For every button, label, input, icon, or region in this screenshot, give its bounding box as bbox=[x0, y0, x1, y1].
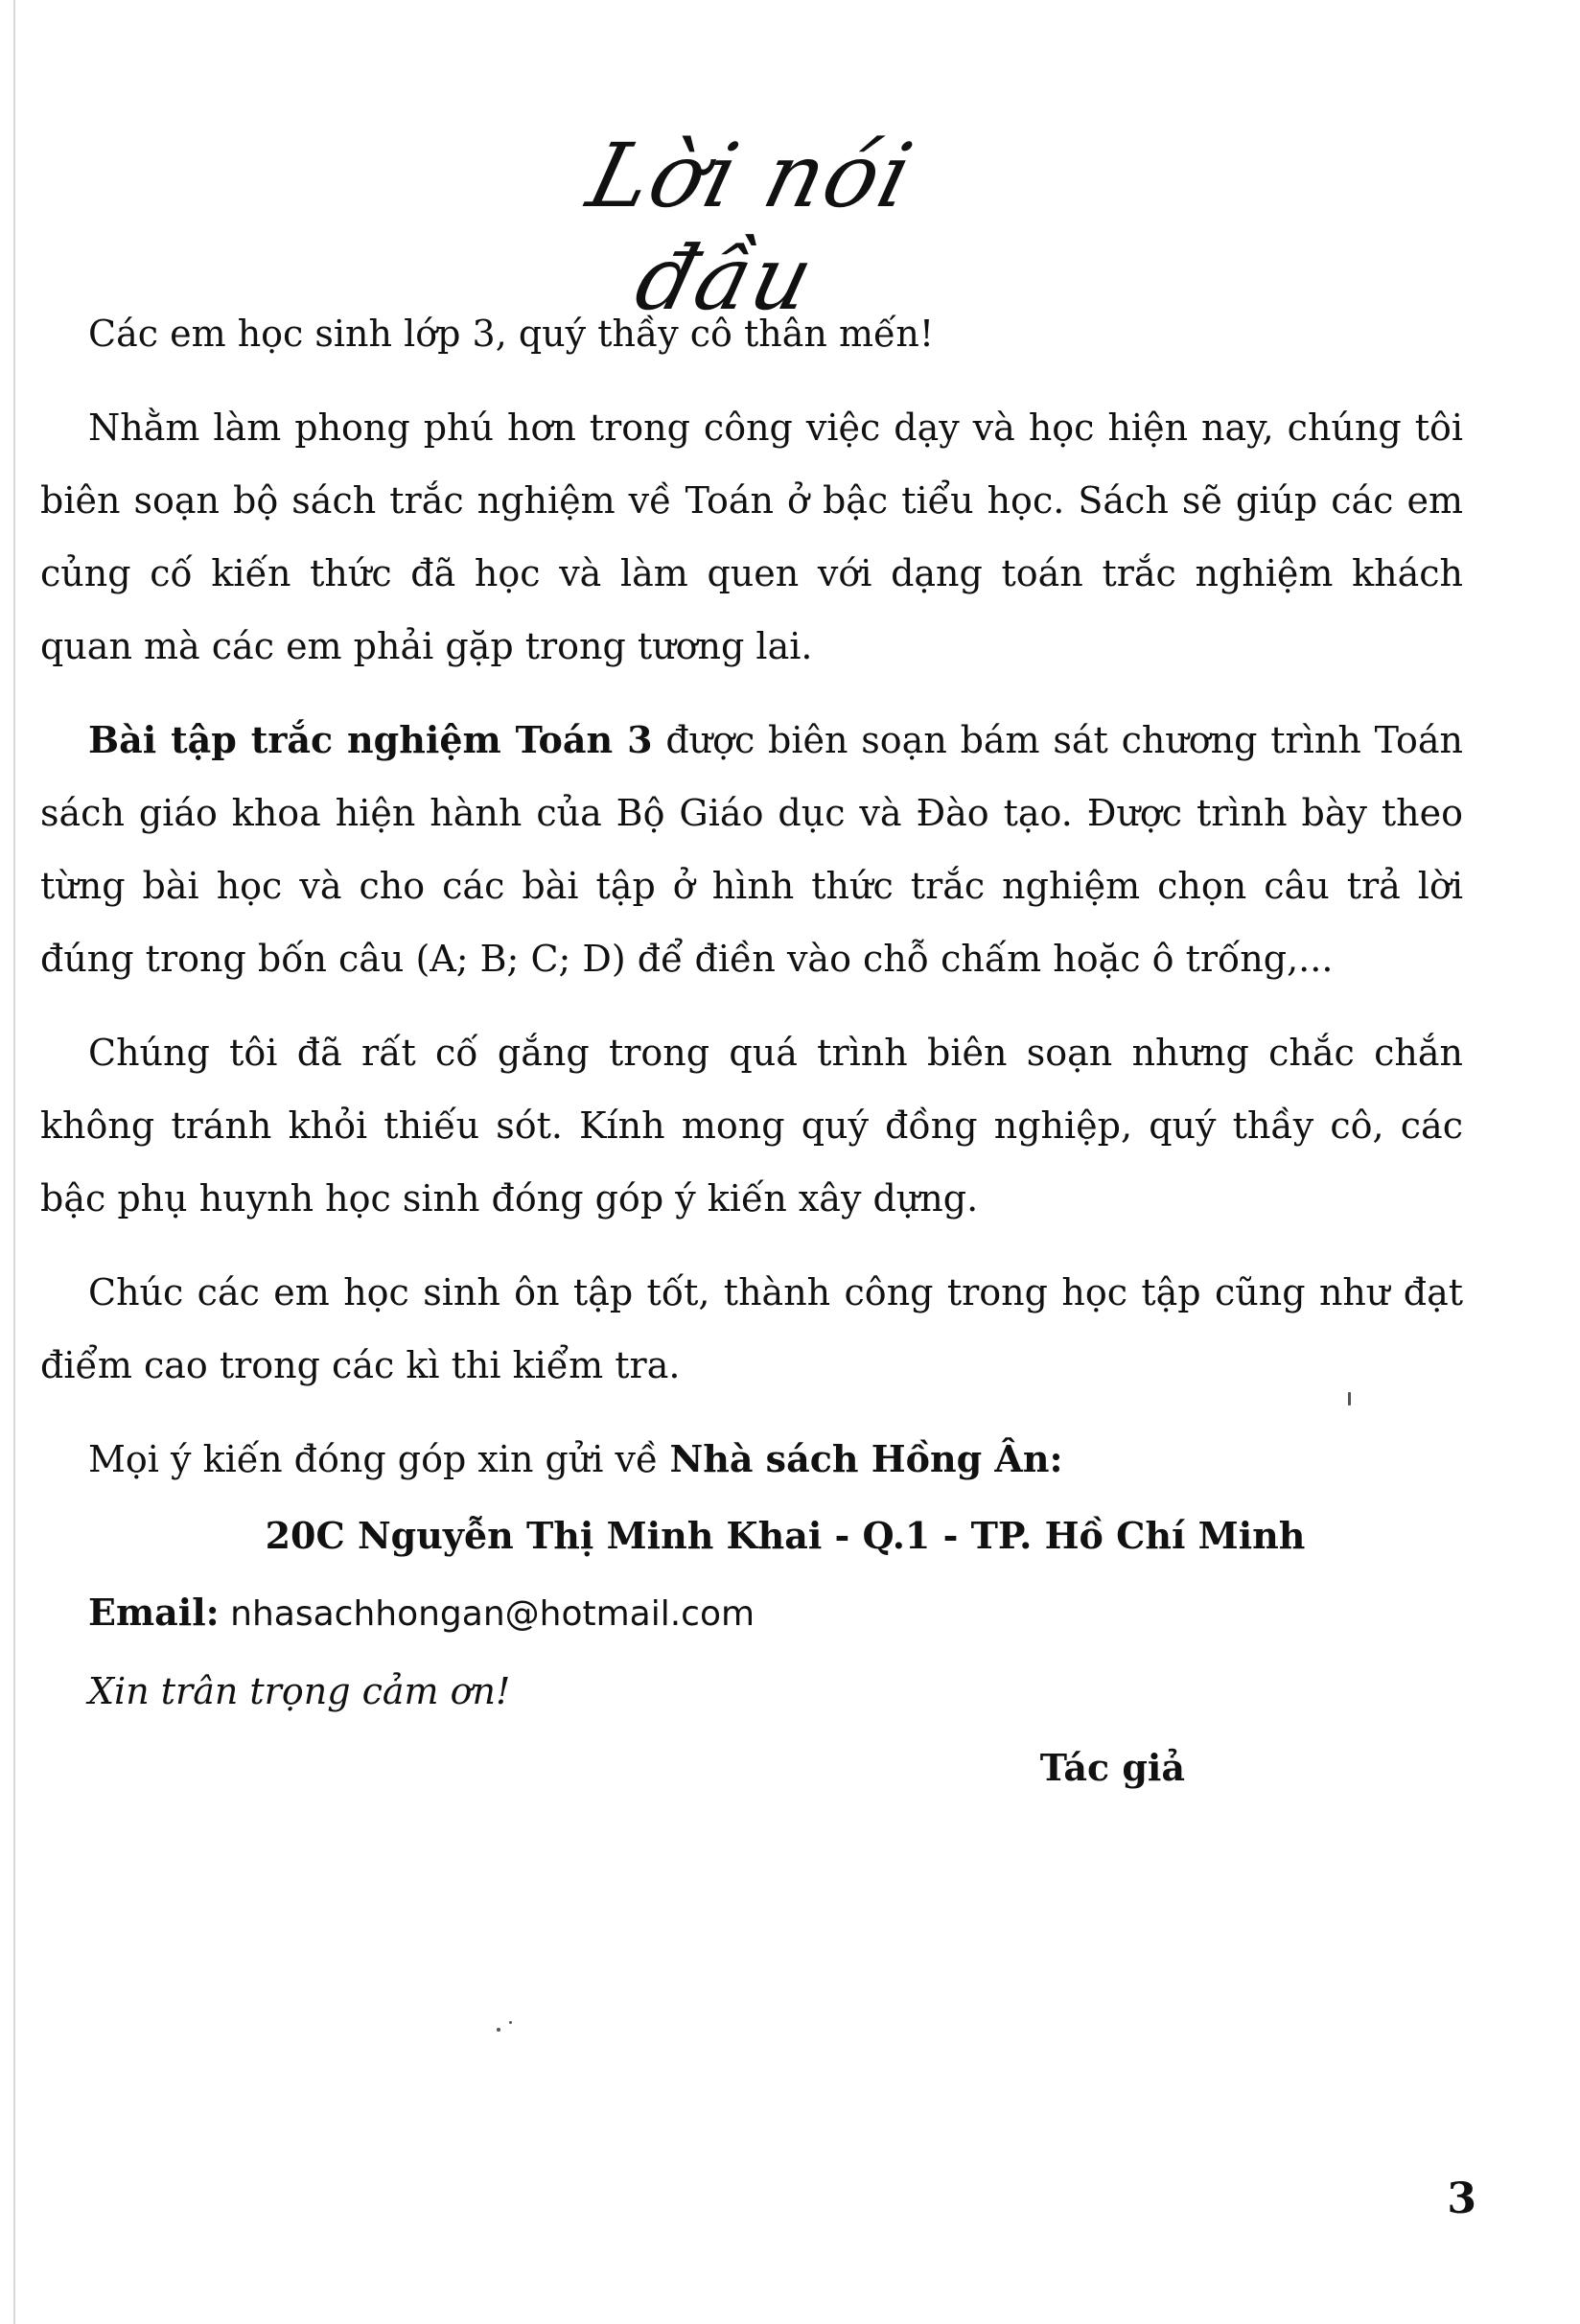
thanks-line: Xin trân trọng cảm ơn! bbox=[88, 1670, 511, 1712]
scan-speck bbox=[509, 2021, 512, 2024]
page-title: Lời nói đầu bbox=[578, 125, 924, 330]
publisher-name: Nhà sách Hồng Ân: bbox=[669, 1437, 1063, 1480]
greeting-paragraph: Các em học sinh lớp 3, quý thầy cô thân mến! bbox=[88, 313, 935, 355]
apology-paragraph: Chúng tôi đã rất cố gắng trong quá trình biên soạn nhưng chắc chắn không tránh khỏi thiếu sót. Kính mong quý đồng nghiệp, quý thầy cô, các bậc phụ huynh học sinh đóng góp ý kiến xây dựng. bbox=[40, 1032, 1463, 1220]
scan-speck bbox=[497, 2028, 500, 2032]
author-signature: Tác giả bbox=[1039, 1746, 1185, 1789]
contact-paragraph bbox=[40, 1423, 1463, 1496]
book-title: Bài tập trắc nghiệm Toán 3 bbox=[88, 718, 653, 761]
book-description-text: được biên soạn bám sát chương trình Toán sách giáo khoa hiện hành của Bộ Giáo dục và Đào tạo. Được trình bày theo từng bài học và cho các bài tập ở hình thức trắc nghiệm chọn câu trả lời đúng trong bốn câu (A; B; C; D) để điền vào chỗ chấm hoặc ô trống,... bbox=[40, 719, 1463, 980]
page-number: 3 bbox=[1447, 2174, 1476, 2223]
email-line bbox=[40, 1576, 1463, 1651]
email-label: Email: bbox=[88, 1591, 220, 1634]
intro-paragraph: Nhằm làm phong phú hơn trong công việc dạy và học hiện nay, chúng tôi biên soạn bộ sách trắc nghiệm về Toán ở bậc tiểu học. Sách sẽ giúp các em củng cố kiến thức đã học và làm quen với dạng toán trắc nghiệm khách quan mà các em phải gặp trong tương lai. bbox=[40, 407, 1463, 667]
page-edge-line bbox=[13, 0, 15, 2324]
publisher-address: 20C Nguyễn Thị Minh Khai - Q.1 - TP. Hồ Chí Minh bbox=[265, 1514, 1306, 1557]
email-address: nhasachhongan@hotmail.com bbox=[219, 1594, 755, 1634]
scan-speck bbox=[1348, 1392, 1351, 1406]
book-description-paragraph bbox=[40, 704, 1463, 995]
preface-body bbox=[40, 297, 1463, 1804]
wish-paragraph: Chúc các em học sinh ôn tập tốt, thành công trong học tập cũng như đạt điểm cao trong các kì thi kiểm tra. bbox=[40, 1271, 1463, 1386]
contact-intro: Mọi ý kiến đóng góp xin gửi về bbox=[88, 1438, 670, 1480]
